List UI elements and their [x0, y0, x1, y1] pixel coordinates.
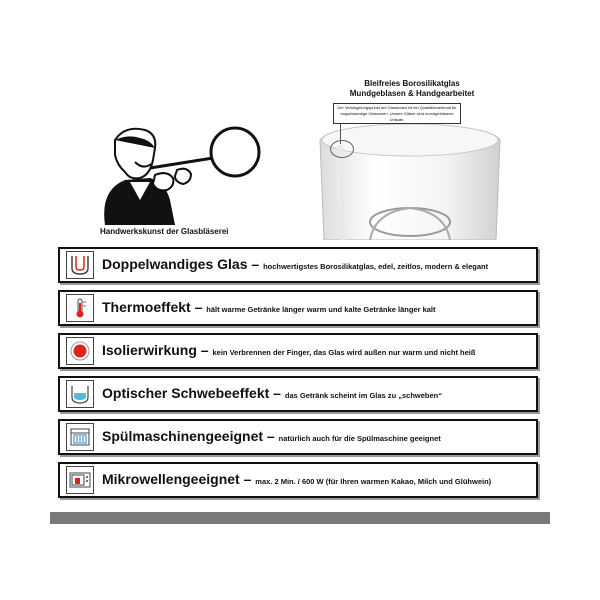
feature-description: kein Verbrennen der Finger, das Glas wird außen nur warm und nicht heiß [212, 348, 476, 357]
callout-title: Bleifreies Borosilikatglas [364, 79, 460, 88]
feature-name: Thermoeffekt [102, 299, 191, 315]
feature-row [58, 376, 538, 412]
feature-name: Doppelwandiges Glas [102, 256, 248, 272]
feature-row [58, 462, 538, 498]
floating-glass-icon [66, 380, 94, 408]
red-dot-icon [66, 337, 94, 365]
feature-dash: – [190, 299, 207, 315]
feature-row [58, 247, 538, 283]
illustration-caption: Handwerkskunst der Glasbläserei [100, 227, 229, 236]
feature-name: Optischer Schwebeeffekt [102, 385, 270, 401]
feature-description: hält warme Getränke länger warm und kalte Getränke länger kalt [206, 305, 436, 314]
feature-description: das Getränk scheint im Glas zu „schweben“ [284, 391, 442, 400]
feature-row [58, 333, 538, 369]
header-illustration-area [0, 0, 600, 238]
feature-name: Isolierwirkung [102, 342, 197, 358]
feature-dash: – [263, 428, 279, 444]
double-wall-icon [66, 251, 94, 279]
thermometer-icon [66, 294, 94, 322]
feature-dash: – [239, 471, 256, 487]
feature-row [58, 419, 538, 455]
feature-name: Spülmaschinengeeignet [102, 428, 264, 444]
microwave-icon [66, 466, 94, 494]
footer-bar [50, 512, 550, 524]
glass-callout [327, 79, 497, 99]
seal-point-marker [330, 140, 354, 158]
feature-name: Mikrowellengeeignet [102, 471, 240, 487]
feature-description: max. 2 Min. / 600 W (für Ihren warmen Kakao, Milch und Glühwein) [255, 477, 492, 486]
callout-subtitle: Mundgeblasen & Handgearbeitet [349, 89, 475, 98]
feature-dash: – [269, 385, 285, 401]
glassblower-illustration [95, 120, 265, 225]
dishwasher-icon [66, 423, 94, 451]
feature-description: hochwertigstes Borosilikatglas, edel, zeitlos, modern & elegant [263, 262, 489, 271]
feature-row [58, 290, 538, 326]
feature-dash: – [196, 342, 213, 358]
feature-description: natürlich auch für die Spülmaschine geeignet [278, 434, 441, 443]
feature-dash: – [247, 256, 264, 272]
callout-note: Der Versiegelungspunkt am Glasboden ist ein Qualitätsmerkmal für doppelwandige Glaswaren. Unsere Gläser sind mundgeblasene Unikate. [333, 103, 461, 124]
